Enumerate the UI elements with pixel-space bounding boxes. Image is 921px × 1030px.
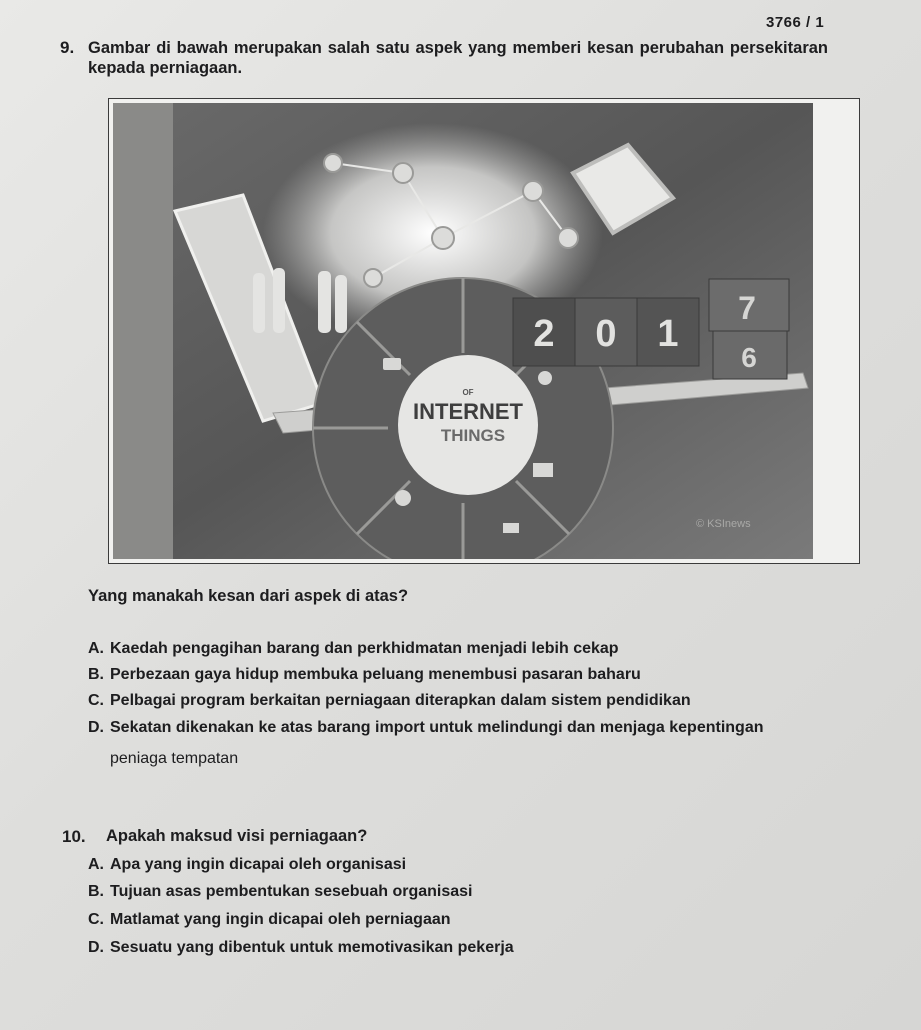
- question-9-number: 9.: [60, 38, 75, 57]
- q9-option-c-letter: C.: [88, 692, 104, 709]
- q10-option-c[interactable]: [88, 909, 451, 930]
- q9-option-a[interactable]: [88, 638, 619, 659]
- q9-option-b-letter: B.: [88, 666, 104, 683]
- figure-watermark: © KSInews: [696, 518, 751, 530]
- q10-option-c-letter: C.: [88, 911, 104, 928]
- iot-title-line2: THINGS: [440, 426, 506, 445]
- iot-figure: [108, 98, 860, 564]
- q10-option-d[interactable]: [88, 937, 514, 958]
- year-digit-5: 6: [741, 342, 757, 373]
- year-digit-4: 7: [738, 290, 756, 326]
- q10-option-c-text: Matlamat yang ingin dicapai oleh perniagaan: [110, 911, 451, 928]
- q9-option-d[interactable]: [88, 717, 763, 738]
- q10-option-b-letter: B.: [88, 883, 104, 900]
- q9-option-d-continuation: peniaga tempatan: [110, 750, 239, 767]
- question-9-prompt: Yang manakah kesan dari aspek di atas?: [88, 587, 409, 605]
- q10-option-a-letter: A.: [88, 856, 104, 873]
- q9-option-c[interactable]: [88, 690, 691, 711]
- year-digit-2: 0: [595, 313, 617, 355]
- iot-title-line1: INTERNET: [413, 399, 523, 424]
- iot-illustration: [113, 103, 855, 559]
- q10-option-b[interactable]: [88, 881, 472, 902]
- iot-title-prefix: OF: [462, 388, 474, 397]
- iot-center: [398, 355, 538, 495]
- question-10-number: 10.: [62, 827, 86, 846]
- year-digit-1: 2: [533, 313, 555, 355]
- q9-option-c-text: Pelbagai program berkaitan perniagaan diterapkan dalam sistem pendidikan: [110, 692, 691, 709]
- q9-option-b-text: Perbezaan gaya hidup membuka peluang menembusi pasaran baharu: [110, 666, 641, 683]
- q10-option-d-letter: D.: [88, 939, 104, 956]
- year-digit-3: 1: [657, 313, 679, 355]
- q9-option-d-text: Sekatan dikenakan ke atas barang import untuk melindungi dan menjaga kepentingan: [110, 719, 764, 736]
- q9-option-a-text: Kaedah pengagihan barang dan perkhidmatan menjadi lebih cekap: [110, 640, 619, 657]
- q10-option-d-text: Sesuatu yang dibentuk untuk memotivasikan pekerja: [110, 939, 514, 956]
- page-code: 3766 / 1: [766, 14, 825, 31]
- q10-option-a[interactable]: [88, 854, 406, 875]
- q10-option-b-text: Tujuan asas pembentukan sesebuah organisasi: [110, 883, 473, 900]
- question-9-stem: Gambar di bawah merupakan salah satu aspek yang memberi kesan perubahan persekitaran kepada perniagaan.: [88, 39, 828, 77]
- q10-option-a-text: Apa yang ingin dicapai oleh organisasi: [110, 856, 407, 873]
- q9-option-a-letter: A.: [88, 640, 104, 657]
- question-10-stem: Apakah maksud visi perniagaan?: [106, 827, 368, 845]
- q9-option-b[interactable]: [88, 664, 641, 685]
- q9-option-d-letter: D.: [88, 719, 104, 736]
